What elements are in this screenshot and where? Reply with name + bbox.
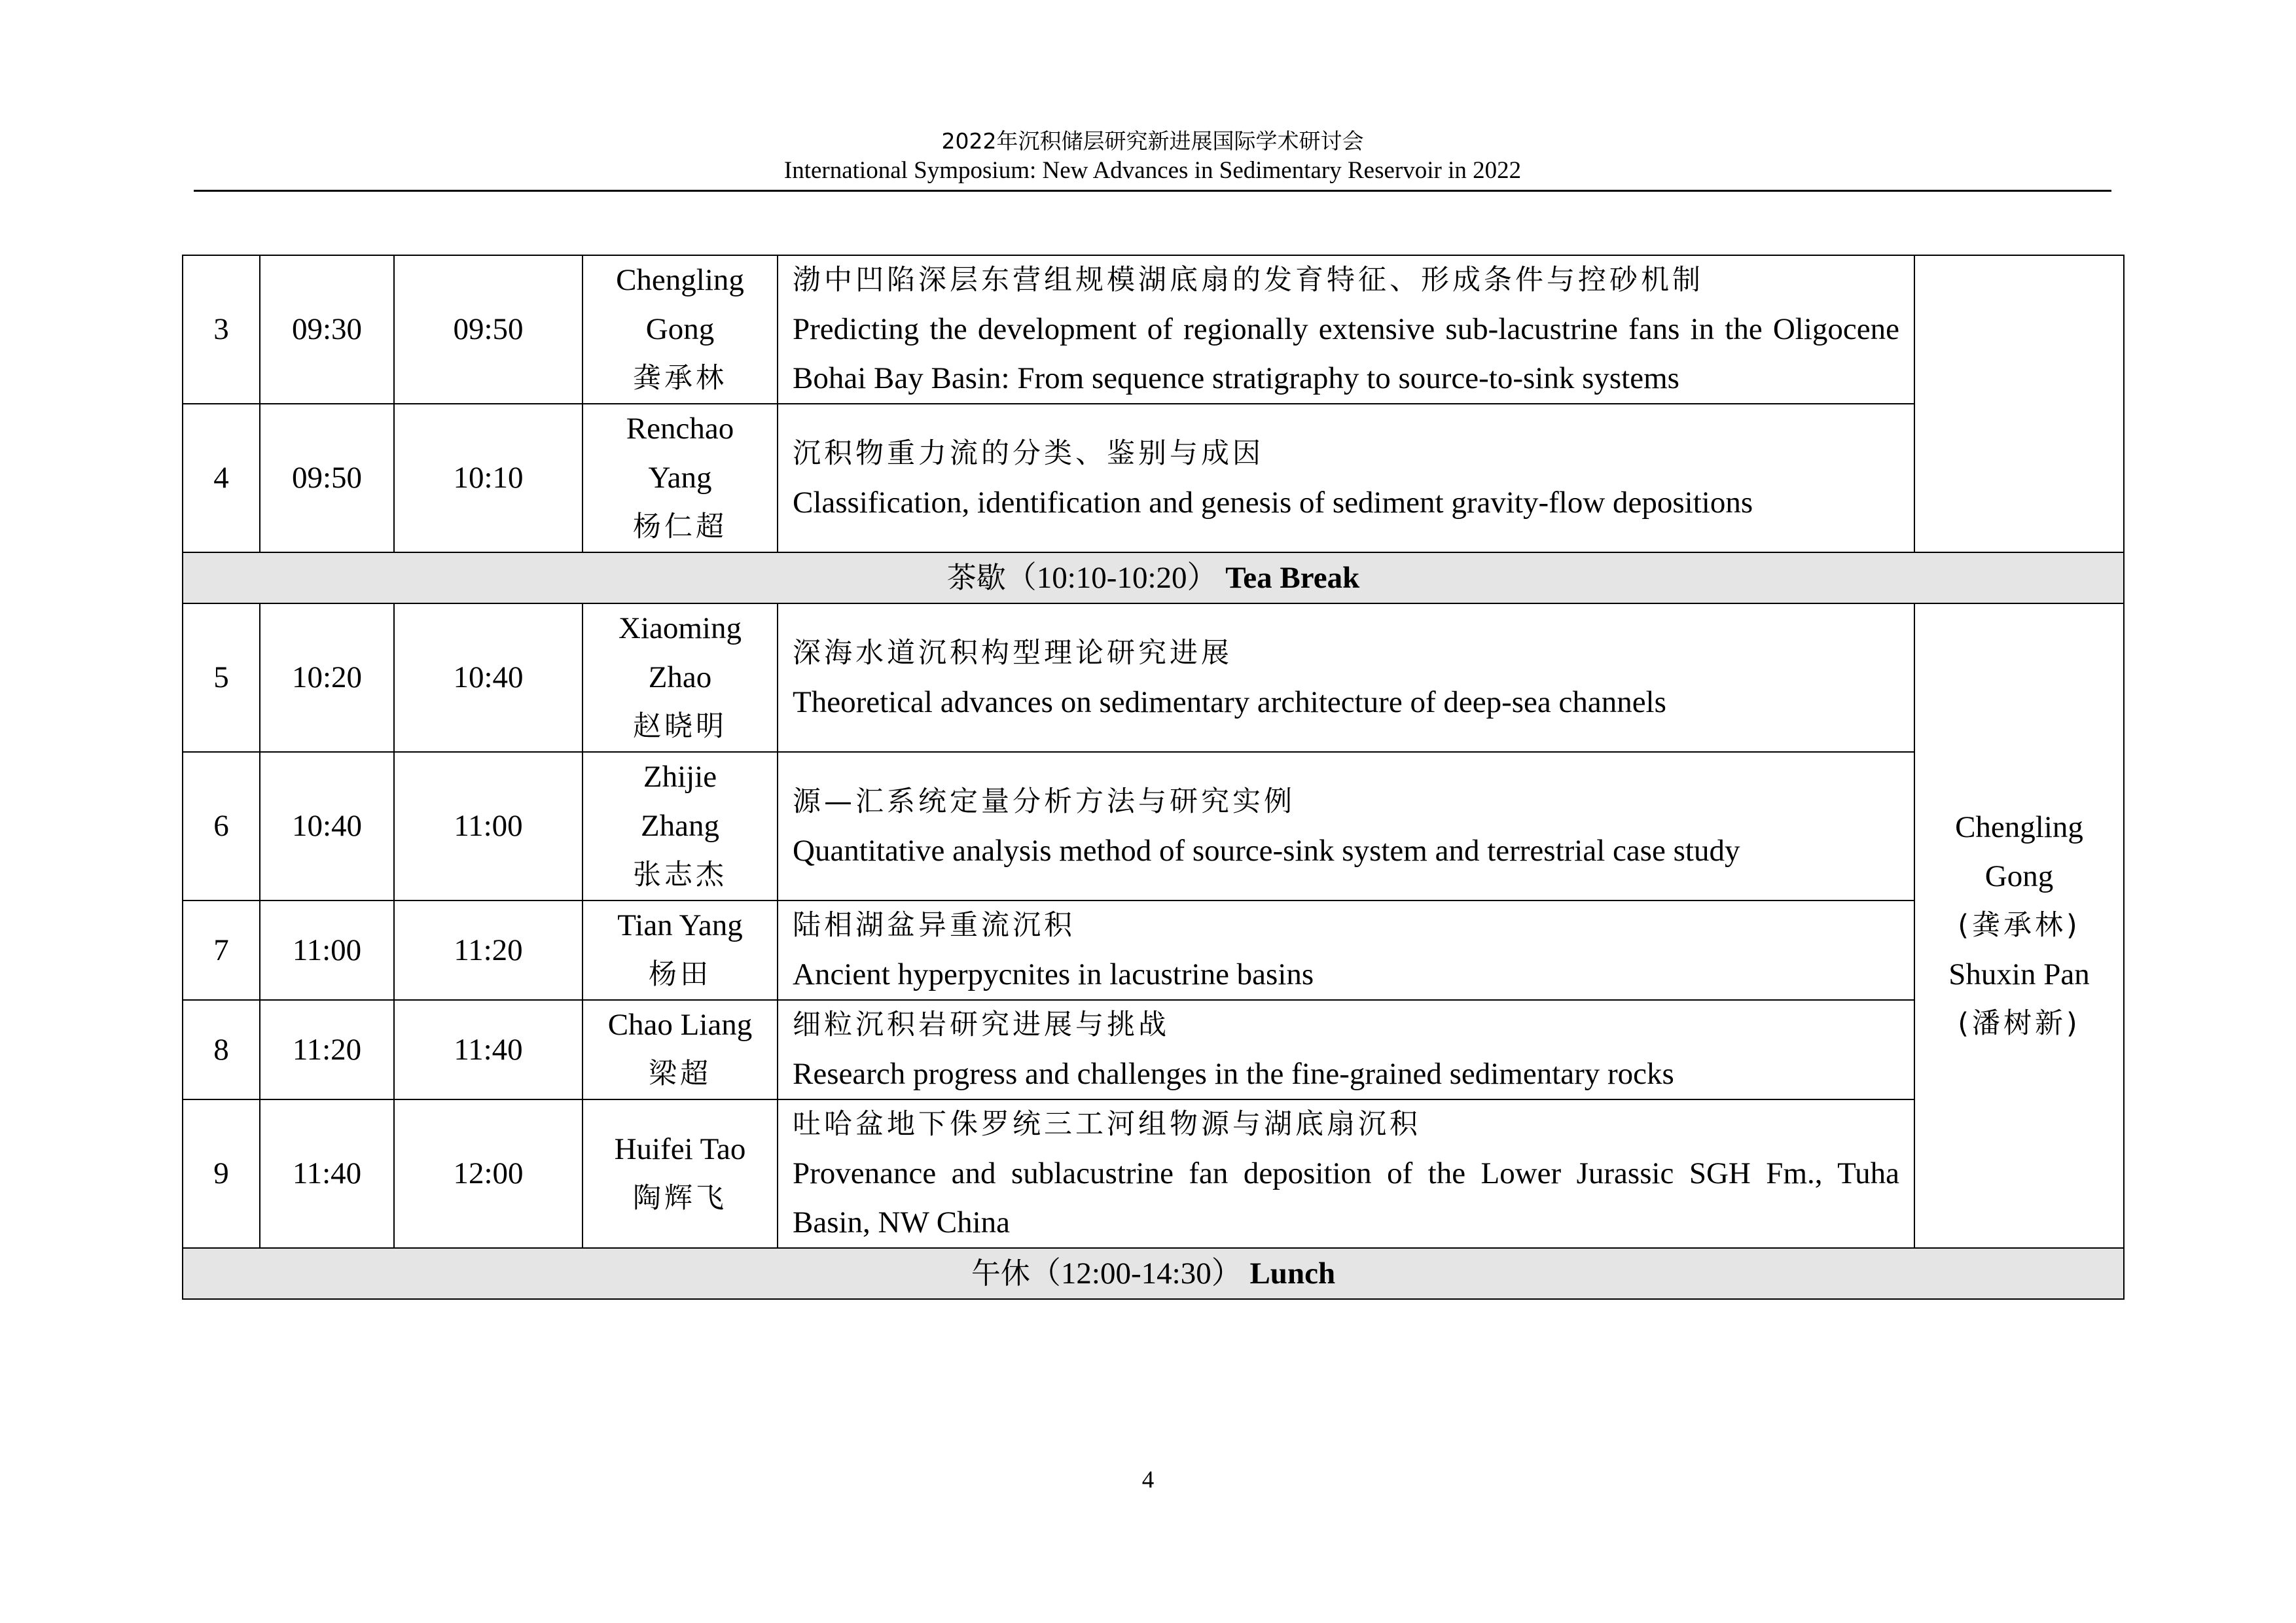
chair-name-zh: (潘树新) [1958, 1007, 2081, 1040]
speaker-cell [583, 1099, 778, 1248]
lunch-time: （12:00-14:30） [1030, 1257, 1242, 1291]
talk-title-en: Research progress and challenges in the fine-grained sedimentary rocks [793, 1057, 1674, 1091]
chair-cell [1914, 603, 2124, 1248]
talk-end-time: 09:50 [394, 255, 583, 404]
talk-start-time: 10:40 [260, 752, 394, 901]
header-title-en: International Symposium: New Advances in Sedimentary Reservoir in 2022 [783, 157, 1522, 184]
talk-title-zh: 细粒沉积岩研究进展与挑战 [793, 1008, 1170, 1041]
tea-break-row [183, 552, 2124, 603]
tea-break-time: （10:10-10:20） [1005, 561, 1218, 595]
lunch-label-zh: 午休 [971, 1256, 1030, 1291]
speaker-name-en: Chao Liang [607, 1008, 753, 1042]
table-row [183, 1000, 2124, 1099]
talk-start-time: 09:30 [260, 255, 394, 404]
header-divider [194, 190, 2111, 192]
talk-number: 9 [183, 1099, 260, 1248]
speaker-name-zh: 杨仁超 [633, 510, 727, 543]
speaker-name-en: Yang [648, 461, 712, 495]
talk-end-time: 12:00 [394, 1099, 583, 1248]
table-row [183, 603, 2124, 752]
speaker-name-en: Renchao [626, 412, 734, 446]
talk-title-en: Quantitative analysis method of source-sink system and terrestrial case study [793, 833, 1740, 868]
speaker-name-zh: 陶辉飞 [633, 1181, 727, 1215]
speaker-cell [583, 603, 778, 752]
talk-number: 5 [183, 603, 260, 752]
speaker-cell [583, 255, 778, 404]
speaker-cell [583, 901, 778, 1000]
chair-name-line: Chengling [1955, 810, 2083, 844]
speaker-name-en: Huifei Tao [614, 1132, 746, 1166]
talk-end-time: 11:40 [394, 1000, 583, 1099]
talk-title-en: Predicting the development of regionally extensive sub-lacustrine fans in the Oligocene Bohai Bay Basin: From sequence stratigraphy to source-to-sink systems [793, 312, 1899, 395]
talk-title-en: Theoretical advances on sedimentary architecture of deep-sea channels [793, 685, 1666, 719]
table-row [183, 901, 2124, 1000]
talk-title-en: Classification, identification and genesis of sediment gravity-flow depositions [793, 485, 1753, 520]
speaker-name-zh: 杨田 [649, 958, 711, 991]
lunch-break-cell [183, 1248, 2124, 1299]
speaker-name-en: Gong [645, 312, 715, 346]
page-header [194, 127, 2111, 186]
talk-title-en: Ancient hyperpycnites in lacustrine basins [793, 957, 1314, 991]
talk-title-cell [778, 1099, 1914, 1248]
talk-title-zh: 源—汇系统定量分析方法与研究实例 [793, 785, 1295, 818]
talk-number: 6 [183, 752, 260, 901]
chair-name-line: Gong [1984, 859, 2054, 893]
chair-name-line: Shuxin Pan [1948, 957, 2090, 991]
talk-title-cell [778, 255, 1914, 404]
speaker-name-en: Zhang [640, 809, 720, 843]
talk-start-time: 11:00 [260, 901, 394, 1000]
speaker-name-en: Chengling [616, 263, 744, 297]
talk-title-en: Provenance and sublacustrine fan deposition of the Lower Jurassic SGH Fm., Tuha Basin, NW China [793, 1156, 1899, 1240]
talk-title-zh: 深海水道沉积构型理论研究进展 [793, 636, 1232, 669]
speaker-name-zh: 梁超 [649, 1058, 711, 1090]
talk-title-cell [778, 404, 1914, 552]
header-title-zh: 2022年沉积储层研究新进展国际学术研讨会 [941, 128, 1364, 154]
talk-number: 3 [183, 255, 260, 404]
talk-number: 4 [183, 404, 260, 552]
talk-end-time: 10:40 [394, 603, 583, 752]
talk-end-time: 11:20 [394, 901, 583, 1000]
lunch-break-row [183, 1248, 2124, 1299]
table-row [183, 752, 2124, 901]
speaker-name-en: Tian Yang [617, 908, 743, 942]
speaker-name-en: Xiaoming [619, 611, 742, 645]
talk-title-cell [778, 603, 1914, 752]
table-row [183, 1099, 2124, 1248]
speaker-name-zh: 张志杰 [633, 859, 727, 891]
lunch-label-en: Lunch [1249, 1257, 1336, 1291]
talk-end-time: 11:00 [394, 752, 583, 901]
talk-title-cell [778, 1000, 1914, 1099]
talk-start-time: 10:20 [260, 603, 394, 752]
speaker-cell [583, 1000, 778, 1099]
talk-end-time: 10:10 [394, 404, 583, 552]
speaker-name-en: Zhao [648, 660, 712, 694]
talk-title-zh: 陆相湖盆异重流沉积 [793, 909, 1075, 942]
talk-title-cell [778, 752, 1914, 901]
tea-break-cell [183, 552, 2124, 603]
page-number: 4 [1141, 1467, 1155, 1493]
table-row [183, 404, 2124, 552]
talk-start-time: 11:20 [260, 1000, 394, 1099]
talk-start-time: 11:40 [260, 1099, 394, 1248]
speaker-name-en: Zhijie [643, 760, 717, 794]
speaker-name-zh: 龚承林 [633, 362, 727, 395]
speaker-cell [583, 404, 778, 552]
chair-name-zh: (龚承林) [1958, 909, 2081, 942]
talk-title-zh: 渤中凹陷深层东营组规模湖底扇的发育特征、形成条件与控砂机制 [793, 264, 1704, 296]
speaker-name-zh: 赵晓明 [633, 710, 727, 743]
talk-title-cell [778, 901, 1914, 1000]
talk-title-zh: 吐哈盆地下侏罗统三工河组物源与湖底扇沉积 [793, 1108, 1421, 1141]
tea-break-label-en: Tea Break [1225, 561, 1360, 595]
schedule-table [182, 255, 2125, 1300]
talk-number: 8 [183, 1000, 260, 1099]
tea-break-label-zh: 茶歇 [946, 560, 1006, 595]
chair-cell-empty [1914, 255, 2124, 552]
speaker-cell [583, 752, 778, 901]
table-row [183, 255, 2124, 404]
talk-number: 7 [183, 901, 260, 1000]
talk-title-zh: 沉积物重力流的分类、鉴别与成因 [793, 437, 1264, 470]
talk-start-time: 09:50 [260, 404, 394, 552]
